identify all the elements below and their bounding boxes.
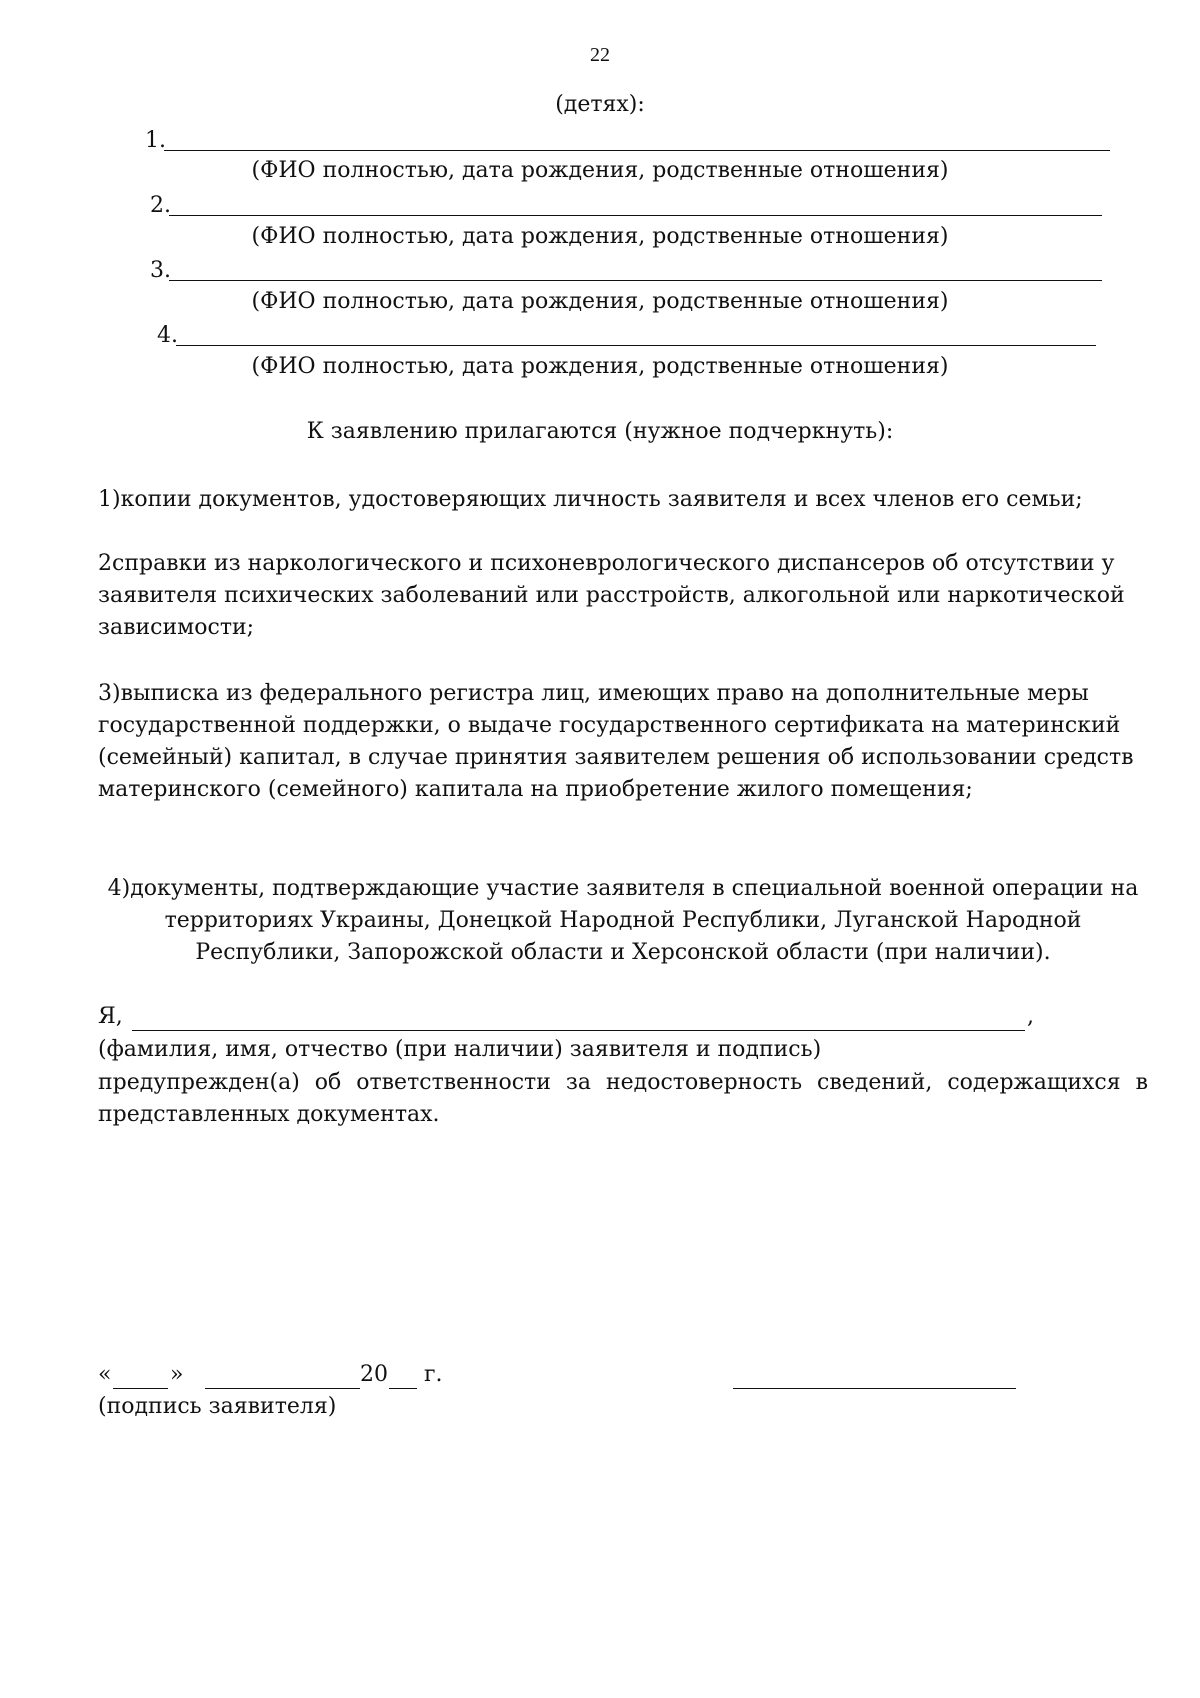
child-fill-line[interactable] xyxy=(169,215,1102,216)
child-number: 4. xyxy=(157,323,178,348)
attachment-item-4: 4)документы, подтверждающие участие заявителя в специальной военной операции на территориях Украины, Донецкой Народной Республики, Луганской Народной Республики, Запорожской области и Херсонской области (при наличии). xyxy=(107,876,1139,965)
child-fill-line[interactable] xyxy=(164,150,1110,151)
attachments-heading: К заявлению прилагаются (нужное подчеркнуть): xyxy=(306,419,894,444)
signature-caption: (подпись заявителя) xyxy=(98,1394,337,1419)
child-number: 1. xyxy=(145,128,166,153)
child-caption: (ФИО полностью, дата рождения, родственные отношения) xyxy=(251,224,949,249)
applicant-name-line[interactable] xyxy=(132,1030,1025,1031)
child-entry-1 xyxy=(140,125,1110,155)
child-entry-2 xyxy=(145,190,1102,220)
date-year-prefix: 20 xyxy=(360,1362,388,1387)
child-fill-line[interactable] xyxy=(169,280,1102,281)
attachment-item-2: 2справки из наркологического и психоневрологического диспансеров об отсутствии у заявителя психических заболеваний или расстройств, алкогольной или наркотической зависимости; xyxy=(98,551,1125,640)
attachment-item-3: 3)выписка из федерального регистра лиц, имеющих право на дополнительные меры государственной поддержки, о выдаче государственного сертификата на материнский (семейный) капитал, в случае принятия заявителем решения об использовании средств материнского (семейного) капитала на приобретение жилого помещения; xyxy=(98,681,1134,802)
child-number: 2. xyxy=(150,193,171,218)
child-caption: (ФИО полностью, дата рождения, родственные отношения) xyxy=(251,158,949,183)
date-day-line[interactable] xyxy=(113,1388,168,1389)
date-year-suffix: г. xyxy=(424,1362,443,1387)
date-month-line[interactable] xyxy=(205,1388,360,1389)
signature-line[interactable] xyxy=(733,1388,1016,1389)
child-number: 3. xyxy=(150,258,171,283)
child-caption: (ФИО полностью, дата рождения, родственные отношения) xyxy=(251,354,949,379)
declaration-text: предупрежден(а) об ответственности за недостоверность сведений, содержащихся в представленных документах. xyxy=(98,1070,1148,1127)
declaration-prefix: Я, xyxy=(98,1004,123,1029)
date-open-quote: « xyxy=(98,1362,112,1387)
child-fill-line[interactable] xyxy=(176,345,1096,346)
child-entry-4 xyxy=(152,320,1096,350)
date-year-line[interactable] xyxy=(389,1388,417,1389)
children-heading: (детях): xyxy=(555,92,645,117)
child-entry-3 xyxy=(145,255,1102,285)
date-close-quote: » xyxy=(170,1362,184,1387)
declaration-suffix: , xyxy=(1027,1004,1034,1029)
page-number: 22 xyxy=(590,44,610,66)
declaration-caption: (фамилия, имя, отчество (при наличии) заявителя и подпись) xyxy=(98,1037,822,1062)
child-caption: (ФИО полностью, дата рождения, родственные отношения) xyxy=(251,289,949,314)
attachment-item-1: 1)копии документов, удостоверяющих личность заявителя и всех членов его семьи; xyxy=(98,487,1083,512)
